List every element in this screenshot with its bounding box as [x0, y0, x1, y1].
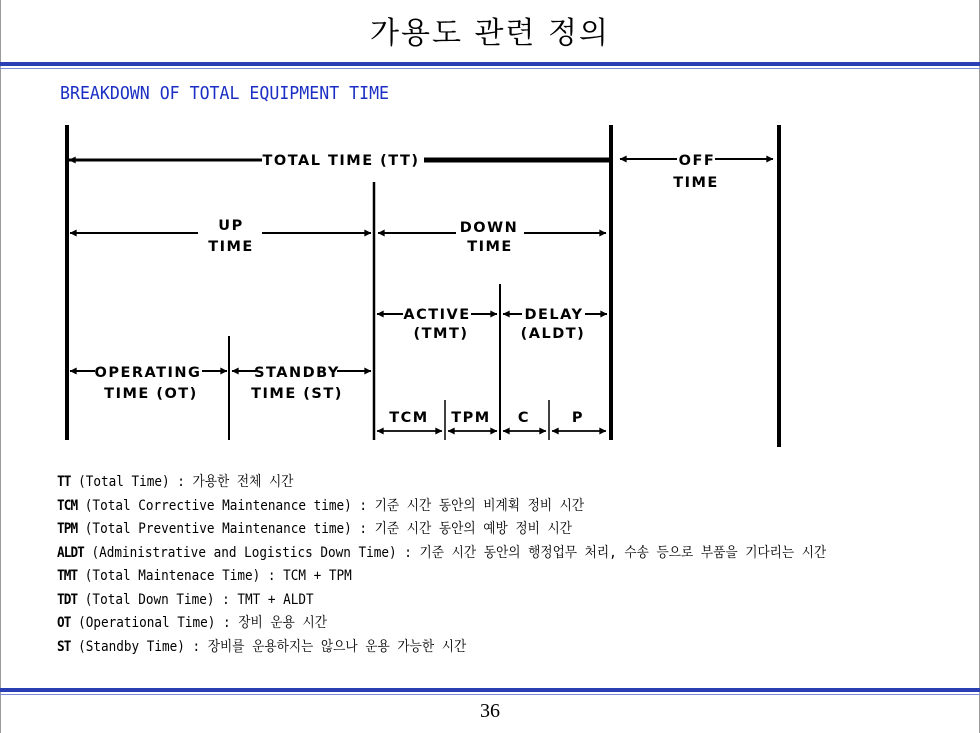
definition-tdt: TDT (Total Down Time) : TMT + ALDT [57, 591, 314, 608]
definition-tcm: TCM (Total Corrective Maintenance time) : 기준 시간 동안의 비계획 정비 시간 [57, 497, 585, 514]
tcm-label: TCM [389, 410, 429, 426]
standby-label-l2: TIME (ST) [251, 386, 343, 402]
c-label: C [517, 410, 531, 426]
footer-divider-thin [0, 694, 980, 695]
title-divider [0, 62, 980, 66]
definition-tpm: TPM (Total Preventive Maintenance time) : 기준 시간 동안의 예방 정비 시간 [57, 521, 572, 537]
delay-label-l1: DELAY [524, 307, 584, 323]
off-time-label-l2: TIME [673, 175, 719, 191]
operating-label-l2: TIME (OT) [104, 386, 198, 402]
active-label-l2: (TMT) [413, 326, 469, 342]
footer-divider [0, 688, 980, 692]
page-number: 36 [480, 700, 500, 722]
p-label: P [571, 410, 585, 426]
total-time-label: TOTAL TIME (TT) [262, 153, 420, 169]
up-time-label-l2: TIME [208, 239, 254, 255]
diagram-heading: BREAKDOWN OF TOTAL EQUIPMENT TIME [60, 83, 390, 104]
tpm-label: TPM [451, 410, 491, 426]
definition-ot: OT (Operational Time) : 장비 운용 시간 [57, 615, 327, 631]
definition-tt: TT (Total Time) : 가용한 전체 시간 [57, 474, 294, 490]
definitions-list [57, 471, 972, 659]
definition-aldt: ALDT (Administrative and Logistics Down Time) : 기준 시간 동안의 행정업무 처리, 수송 등으로 부품을 기다리는 시간 [57, 544, 827, 561]
down-time-label-l2: TIME [467, 239, 513, 255]
definition-tmt: TMT (Total Maintenace Time) : TCM + TPM [57, 568, 352, 584]
title-divider-thin [0, 68, 980, 69]
active-label-l1: ACTIVE [403, 307, 471, 323]
slide-title: 가용도 관련 정의 [370, 16, 610, 51]
off-time-label-l1: OFF [678, 153, 716, 169]
down-time-label-l1: DOWN [459, 220, 519, 236]
standby-label-l1: STANDBY [254, 365, 340, 381]
up-time-label-l1: UP [218, 218, 244, 234]
equipment-time-breakdown-diagram [0, 118, 980, 453]
delay-label-l2: (ALDT) [520, 326, 586, 342]
definition-st: ST (Standby Time) : 장비를 운용하지는 않으나 운용 가능한 시간 [57, 638, 467, 655]
operating-label-l1: OPERATING [94, 365, 202, 381]
